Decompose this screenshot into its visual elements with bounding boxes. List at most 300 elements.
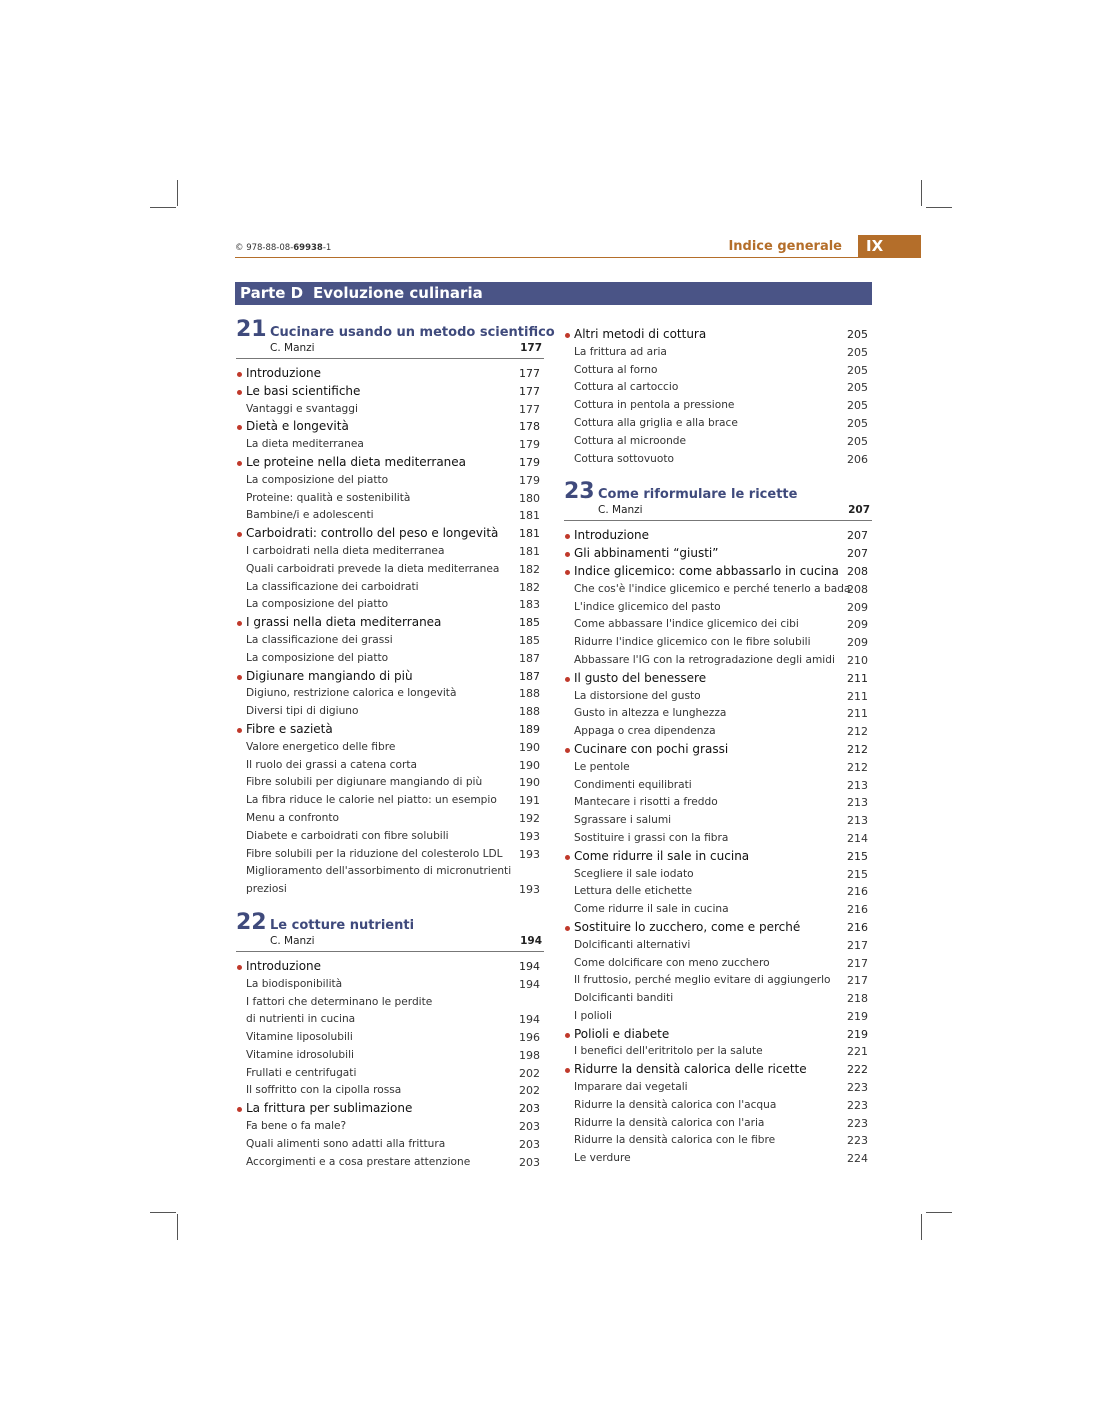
chapter-page: 177 xyxy=(520,342,542,354)
toc-subsection-entry[interactable] xyxy=(236,1136,544,1154)
entry-title: Ridurre l'indice glicemico con le fibre solubili xyxy=(574,636,811,649)
chapter-heading xyxy=(236,909,544,952)
entry-page: 205 xyxy=(847,328,868,341)
bullet-icon xyxy=(237,728,242,733)
toc-subsection-entry[interactable] xyxy=(564,794,872,812)
toc-subsection-entry[interactable] xyxy=(236,863,544,881)
entry-title: L'indice glicemico del pasto xyxy=(574,600,721,613)
isbn-bold: 69938 xyxy=(293,243,323,253)
crop-mark xyxy=(177,180,178,206)
toc-subsection-entry[interactable] xyxy=(236,810,544,828)
toc-subsection-entry[interactable] xyxy=(564,397,872,415)
entry-title: Ridurre la densità calorica con le fibre xyxy=(574,1134,776,1147)
entry-title: Bambine/i e adolescenti xyxy=(246,509,374,522)
entry-page: 222 xyxy=(847,1063,868,1077)
bullet-icon xyxy=(565,333,570,338)
entry-title: Fibre e sazietà xyxy=(246,721,333,736)
toc-subsection-entry[interactable] xyxy=(564,1097,872,1115)
entry-page: 208 xyxy=(847,582,868,596)
toc-section-entry[interactable] xyxy=(236,1100,544,1118)
entry-page: 211 xyxy=(847,671,868,685)
toc-subsection-entry[interactable] xyxy=(236,1082,544,1100)
entry-page: 218 xyxy=(847,992,868,1006)
entry-title: Dolcificanti alternativi xyxy=(574,938,691,951)
entry-page: 224 xyxy=(847,1152,868,1166)
toc-section-entry[interactable] xyxy=(236,958,544,976)
entry-page: 193 xyxy=(519,829,540,843)
bullet-icon xyxy=(565,534,570,539)
entry-title: Diversi tipi di digiuno xyxy=(246,705,359,718)
entry-page: 223 xyxy=(847,1116,868,1130)
entry-title: Menu a confronto xyxy=(246,811,340,824)
toc-section-entry[interactable] xyxy=(236,454,544,472)
toc-section-entry[interactable] xyxy=(236,383,544,401)
entry-title: Frullati e centrifugati xyxy=(246,1066,357,1079)
bullet-icon xyxy=(565,552,570,557)
bullet-icon xyxy=(237,675,242,680)
entry-title: Il soffritto con la cipolla rossa xyxy=(246,1084,402,1097)
entry-title: La classificazione dei carboidrati xyxy=(246,580,419,593)
entry-title: Digiunare mangiando di più xyxy=(246,668,413,683)
toc-subsection-entry[interactable] xyxy=(564,830,872,848)
entry-title: I polioli xyxy=(574,1009,612,1022)
entry-title: Vitamine liposolubili xyxy=(246,1031,353,1044)
entry-title: Il ruolo dei grassi a catena corta xyxy=(246,758,417,771)
chapter-author: C. Manzi xyxy=(598,504,643,517)
bullet-icon xyxy=(237,425,242,430)
toc-subsection-entry[interactable] xyxy=(564,705,872,723)
toc-subsection-entry[interactable] xyxy=(236,1029,544,1047)
entry-page: 211 xyxy=(847,689,868,703)
toc-subsection-entry[interactable] xyxy=(564,379,872,397)
entry-page: 216 xyxy=(847,920,868,934)
entry-page: 217 xyxy=(847,938,868,952)
toc-section-entry[interactable] xyxy=(236,525,544,543)
part-banner xyxy=(235,282,872,305)
entry-page: 215 xyxy=(847,849,868,863)
entry-title: I carboidrati nella dieta mediterranea xyxy=(246,544,445,557)
toc-subsection-entry[interactable] xyxy=(236,436,544,454)
entry-title: Cottura al cartoccio xyxy=(574,381,679,394)
chapter-page: 194 xyxy=(520,934,542,947)
entry-title: Miglioramento dell'assorbimento di micronutrienti xyxy=(246,865,512,878)
toc-subsection-entry[interactable] xyxy=(564,1132,872,1150)
entry-page: 180 xyxy=(519,491,540,505)
entry-page: 209 xyxy=(847,618,868,632)
entry-page: 179 xyxy=(519,455,540,469)
toc-subsection-entry[interactable] xyxy=(236,561,544,579)
toc-subsection-entry[interactable] xyxy=(236,881,544,899)
entry-page: 217 xyxy=(847,974,868,988)
entry-page: 205 xyxy=(847,345,868,359)
entry-page: 221 xyxy=(847,1045,868,1059)
toc-section-entry[interactable] xyxy=(236,614,544,632)
toc-section-entry[interactable] xyxy=(236,721,544,739)
entry-title: Cottura al microonde xyxy=(574,434,687,447)
chapter-author: C. Manzi xyxy=(270,342,315,354)
entry-title: Come ridurre il sale in cucina xyxy=(574,903,729,916)
entry-title: Cucinare con pochi grassi xyxy=(574,741,729,756)
toc-subsection-entry[interactable] xyxy=(236,401,544,419)
entry-title: Dietà e longevità xyxy=(246,419,349,434)
entry-title: Il gusto del benessere xyxy=(574,670,707,685)
chapter-title[interactable]: Le cotture nutrienti xyxy=(270,917,415,933)
entry-page: 179 xyxy=(519,438,540,452)
toc-subsection-entry[interactable] xyxy=(564,1043,872,1061)
toc-section-entry[interactable] xyxy=(564,326,872,344)
toc-subsection-entry[interactable] xyxy=(564,883,872,901)
toc-subsection-entry[interactable] xyxy=(564,937,872,955)
entry-page: 185 xyxy=(519,616,540,630)
toc-subsection-entry[interactable] xyxy=(564,652,872,670)
entry-page: 216 xyxy=(847,885,868,899)
entry-page: 216 xyxy=(847,903,868,917)
entry-page: 190 xyxy=(519,758,540,772)
entries-list xyxy=(564,527,872,1168)
entry-page: 223 xyxy=(847,1134,868,1148)
toc-subsection-entry[interactable] xyxy=(236,846,544,864)
toc-subsection-entry[interactable] xyxy=(236,596,544,614)
crop-mark xyxy=(926,1212,952,1213)
toc-subsection-entry[interactable] xyxy=(564,1079,872,1097)
toc-subsection-entry[interactable] xyxy=(236,490,544,508)
entry-page: 196 xyxy=(519,1031,540,1045)
entry-title: Appaga o crea dipendenza xyxy=(574,725,716,738)
entry-page: 198 xyxy=(519,1048,540,1062)
entry-title: Polioli e diabete xyxy=(574,1026,670,1041)
toc-subsection-entry[interactable] xyxy=(236,1118,544,1136)
entry-title: Accorgimenti e a cosa prestare attenzione xyxy=(246,1155,471,1168)
part-title: Evoluzione culinaria xyxy=(313,284,483,302)
chapter-number: 23 xyxy=(564,479,595,505)
entry-page: 192 xyxy=(519,811,540,825)
crop-mark xyxy=(177,1214,178,1240)
toc-subsection-entry[interactable] xyxy=(236,976,544,994)
entry-page: 183 xyxy=(519,598,540,612)
entries-list xyxy=(564,326,872,468)
entry-title: Come abbassare l'indice glicemico dei cibi xyxy=(574,618,799,631)
toc-subsection-entry[interactable] xyxy=(236,757,544,775)
toc-column-right xyxy=(564,326,872,1168)
entry-page: 213 xyxy=(847,814,868,828)
entry-page: 209 xyxy=(847,636,868,650)
bullet-icon xyxy=(237,390,242,395)
toc-subsection-entry[interactable] xyxy=(236,739,544,757)
toc-subsection-entry[interactable] xyxy=(564,955,872,973)
entry-title: La dieta mediterranea xyxy=(246,438,364,451)
toc-subsection-entry[interactable] xyxy=(236,1065,544,1083)
toc-subsection-entry[interactable] xyxy=(564,990,872,1008)
chapter-number: 21 xyxy=(236,317,267,342)
entry-title: Quali carboidrati prevede la dieta mediterranea xyxy=(246,562,500,575)
entry-title: Le proteine nella dieta mediterranea xyxy=(246,454,467,469)
entry-page: 181 xyxy=(519,527,540,541)
toc-subsection-entry[interactable] xyxy=(564,634,872,652)
entry-title: Sostituire lo zucchero, come e perché xyxy=(574,919,801,934)
entry-title: Introduzione xyxy=(574,528,650,543)
toc-column-left xyxy=(236,317,555,1171)
bullet-icon xyxy=(565,1068,570,1073)
toc-section-entry[interactable] xyxy=(236,418,544,436)
toc-subsection-entry[interactable] xyxy=(564,866,872,884)
entry-page: 191 xyxy=(519,794,540,808)
entry-title: Abbassare l'IG con la retrogradazione degli amidi xyxy=(574,653,835,666)
entry-page: 213 xyxy=(847,778,868,792)
entry-page: 205 xyxy=(847,363,868,377)
bullet-icon xyxy=(237,532,242,537)
entry-page: 214 xyxy=(847,831,868,845)
bullet-icon xyxy=(565,677,570,682)
entry-page: 209 xyxy=(847,600,868,614)
crop-mark xyxy=(150,1212,176,1213)
toc-subsection-entry[interactable] xyxy=(564,599,872,617)
toc-subsection-entry[interactable] xyxy=(564,759,872,777)
chapter-page: 207 xyxy=(848,504,870,517)
entry-page: 194 xyxy=(519,977,540,991)
entry-page: 207 xyxy=(847,529,868,543)
isbn-line xyxy=(235,243,331,253)
entry-title: Cottura alla griglia e alla brace xyxy=(574,416,738,429)
crop-mark xyxy=(921,180,922,206)
toc-subsection-entry[interactable] xyxy=(564,688,872,706)
toc-subsection-entry[interactable] xyxy=(564,451,872,469)
entry-page: 205 xyxy=(847,416,868,430)
entry-page: 212 xyxy=(847,725,868,739)
toc-subsection-entry[interactable] xyxy=(236,472,544,490)
entry-title: I grassi nella dieta mediterranea xyxy=(246,615,442,630)
toc-subsection-entry[interactable] xyxy=(236,1011,544,1029)
entry-page: 181 xyxy=(519,509,540,523)
chapter-title[interactable]: Cucinare usando un metodo scientifico xyxy=(270,325,555,340)
entry-page: 205 xyxy=(847,381,868,395)
entry-title: Quali alimenti sono adatti alla frittura xyxy=(246,1137,446,1150)
toc-subsection-entry[interactable] xyxy=(236,543,544,561)
toc-section-entry[interactable] xyxy=(564,741,872,759)
entry-page: 193 xyxy=(519,847,540,861)
crop-mark xyxy=(921,1214,922,1240)
entry-page: 177 xyxy=(519,367,540,380)
toc-subsection-entry[interactable] xyxy=(236,994,544,1012)
toc-section-entry[interactable] xyxy=(564,919,872,937)
entry-title: La composizione del piatto xyxy=(246,651,389,664)
entry-title: Fibre solubili per la riduzione del colesterolo LDL xyxy=(246,847,503,860)
toc-section-entry[interactable] xyxy=(564,527,872,545)
entries-list xyxy=(236,958,544,1172)
toc-subsection-entry[interactable] xyxy=(236,685,544,703)
entry-title: Introduzione xyxy=(246,366,322,380)
entry-title: Digiuno, restrizione calorica e longevità xyxy=(246,687,457,700)
toc-subsection-entry[interactable] xyxy=(564,616,872,634)
entry-title: Che cos'è l'indice glicemico e perché tenerlo a bada xyxy=(574,582,851,595)
crop-mark xyxy=(150,207,176,208)
entry-page: 205 xyxy=(847,399,868,413)
entry-title: Ridurre la densità calorica delle ricette xyxy=(574,1062,807,1077)
entry-page: 211 xyxy=(847,707,868,721)
entry-title: Le pentole xyxy=(574,760,630,773)
entry-title: Gusto in altezza e lunghezza xyxy=(574,707,727,720)
chapter-author: C. Manzi xyxy=(270,934,315,947)
entry-title: Fibre solubili per digiunare mangiando di più xyxy=(246,776,483,789)
entry-title: Dolcificanti banditi xyxy=(574,992,674,1005)
chapter-heading xyxy=(236,317,555,359)
crop-mark xyxy=(926,207,952,208)
entry-page: 188 xyxy=(519,705,540,719)
entry-title: Diabete e carboidrati con fibre solubili xyxy=(246,829,449,842)
chapter-title[interactable]: Come riformulare le ricette xyxy=(598,487,798,503)
entry-page: 194 xyxy=(519,1013,540,1027)
entry-page: 189 xyxy=(519,722,540,736)
entry-page: 202 xyxy=(519,1066,540,1080)
entry-page: 187 xyxy=(519,669,540,683)
entry-title: Cottura al forno xyxy=(574,363,658,376)
entry-page: 212 xyxy=(847,742,868,756)
entry-page: 223 xyxy=(847,1098,868,1112)
entry-title: Altri metodi di cottura xyxy=(574,327,707,341)
bullet-icon xyxy=(565,855,570,860)
toc-section-entry[interactable] xyxy=(564,1026,872,1044)
page-number-box: IX xyxy=(858,235,921,258)
entry-title: Valore energetico delle fibre xyxy=(246,740,396,753)
toc-subsection-entry[interactable] xyxy=(236,774,544,792)
entry-title: La composizione del piatto xyxy=(246,598,389,611)
toc-subsection-entry[interactable] xyxy=(564,581,872,599)
entry-title: Vantaggi e svantaggi xyxy=(246,402,358,415)
entry-title: La frittura ad aria xyxy=(574,345,667,358)
entry-page: 213 xyxy=(847,796,868,810)
entry-title: Come ridurre il sale in cucina xyxy=(574,848,750,863)
entry-page: 188 xyxy=(519,687,540,701)
entry-page: 194 xyxy=(519,959,540,973)
entry-page: 187 xyxy=(519,651,540,665)
toc-section-entry[interactable] xyxy=(564,848,872,866)
entry-title: di nutrienti in cucina xyxy=(246,1013,356,1026)
chapter-heading xyxy=(564,479,872,521)
entry-page: 177 xyxy=(519,384,540,398)
entry-title: Gli abbinamenti “giusti” xyxy=(574,546,719,561)
entry-page: 208 xyxy=(847,564,868,578)
entry-page: 223 xyxy=(847,1081,868,1095)
entry-title: La distorsione del gusto xyxy=(574,689,701,702)
toc-section-entry[interactable] xyxy=(564,545,872,563)
toc-subsection-entry[interactable] xyxy=(236,632,544,650)
entry-title: Le basi scientifiche xyxy=(246,383,361,398)
entry-title: Proteine: qualità e sostenibilità xyxy=(246,491,411,504)
entry-page: 182 xyxy=(519,562,540,576)
toc-subsection-entry[interactable] xyxy=(564,433,872,451)
toc-section-entry[interactable] xyxy=(564,1061,872,1079)
toc-subsection-entry[interactable] xyxy=(564,972,872,990)
entry-title: I benefici dell'eritritolo per la salute xyxy=(574,1045,763,1058)
toc-subsection-entry[interactable] xyxy=(236,1154,544,1172)
bullet-icon xyxy=(237,461,242,466)
entry-title: Vitamine idrosolubili xyxy=(246,1048,354,1061)
toc-subsection-entry[interactable] xyxy=(564,344,872,362)
entry-page: 177 xyxy=(519,402,540,416)
toc-subsection-entry[interactable] xyxy=(236,507,544,525)
toc-section-entry[interactable] xyxy=(236,668,544,686)
toc-subsection-entry[interactable] xyxy=(564,901,872,919)
bullet-icon xyxy=(237,621,242,626)
entry-page: 203 xyxy=(519,1120,540,1134)
toc-subsection-entry[interactable] xyxy=(236,792,544,810)
entry-title: Introduzione xyxy=(246,958,322,973)
toc-section-entry[interactable] xyxy=(564,563,872,581)
bullet-icon xyxy=(237,965,242,970)
toc-subsection-entry[interactable] xyxy=(564,362,872,380)
entry-title: Sostituire i grassi con la fibra xyxy=(574,831,729,844)
toc-subsection-entry[interactable] xyxy=(236,703,544,721)
entry-title: Sgrassare i salumi xyxy=(574,814,672,827)
entry-title: Ridurre la densità calorica con l'aria xyxy=(574,1116,765,1129)
toc-section-entry[interactable] xyxy=(564,670,872,688)
entry-title: Il fruttosio, perché meglio evitare di aggiungerlo xyxy=(574,974,831,987)
entry-page: 207 xyxy=(847,547,868,561)
toc-subsection-entry[interactable] xyxy=(564,415,872,433)
toc-subsection-entry[interactable] xyxy=(564,723,872,741)
entry-title: La frittura per sublimazione xyxy=(246,1101,413,1116)
running-header-title: Indice generale xyxy=(728,239,842,254)
toc-subsection-entry[interactable] xyxy=(236,828,544,846)
entry-title: Cottura in pentola a pressione xyxy=(574,399,735,412)
toc-section-entry[interactable] xyxy=(236,365,544,383)
entry-title: Scegliere il sale iodato xyxy=(574,867,694,880)
entry-title: La composizione del piatto xyxy=(246,473,389,486)
entry-page: 215 xyxy=(847,867,868,881)
isbn-prefix: © 978-88-08- xyxy=(235,243,294,253)
entry-title: La fibra riduce le calorie nel piatto: un esempio xyxy=(246,794,497,807)
entry-title: La biodisponibilità xyxy=(246,977,343,990)
entry-title: Mantecare i risotti a freddo xyxy=(574,796,718,809)
entry-page: 182 xyxy=(519,580,540,594)
isbn-suffix: -1 xyxy=(322,243,332,253)
entry-title: Cottura sottovuoto xyxy=(574,452,675,465)
entry-page: 219 xyxy=(847,1027,868,1041)
toc-subsection-entry[interactable] xyxy=(564,1008,872,1026)
bullet-icon xyxy=(237,1107,242,1112)
toc-subsection-entry[interactable] xyxy=(236,579,544,597)
entry-page: 190 xyxy=(519,776,540,790)
toc-subsection-entry[interactable] xyxy=(236,1047,544,1065)
chapter-number: 22 xyxy=(236,909,267,935)
entry-page: 193 xyxy=(519,883,540,897)
entry-page: 212 xyxy=(847,760,868,774)
entry-title: preziosi xyxy=(246,883,287,896)
entry-title: Condimenti equilibrati xyxy=(574,778,692,791)
entry-title: Lettura delle etichette xyxy=(574,885,692,898)
bullet-icon xyxy=(565,926,570,931)
entry-page: 205 xyxy=(847,434,868,448)
toc-subsection-entry[interactable] xyxy=(564,777,872,795)
toc-subsection-entry[interactable] xyxy=(564,1115,872,1133)
entry-page: 203 xyxy=(519,1137,540,1151)
entry-title: Indice glicemico: come abbassarlo in cucina xyxy=(574,563,839,578)
toc-subsection-entry[interactable] xyxy=(236,650,544,668)
entry-page: 190 xyxy=(519,740,540,754)
entry-title: I fattori che determinano le perdite xyxy=(246,995,433,1008)
entry-page: 178 xyxy=(519,420,540,434)
entry-page: 203 xyxy=(519,1155,540,1169)
entry-page: 181 xyxy=(519,544,540,558)
entry-title: Le verdure xyxy=(574,1152,631,1165)
bullet-icon xyxy=(565,1033,570,1038)
toc-subsection-entry[interactable] xyxy=(564,1150,872,1168)
toc-subsection-entry[interactable] xyxy=(564,812,872,830)
bullet-icon xyxy=(237,372,242,377)
entry-page: 210 xyxy=(847,653,868,667)
entry-page: 206 xyxy=(847,452,868,466)
entry-page: 219 xyxy=(847,1009,868,1023)
header-rule xyxy=(235,257,858,258)
